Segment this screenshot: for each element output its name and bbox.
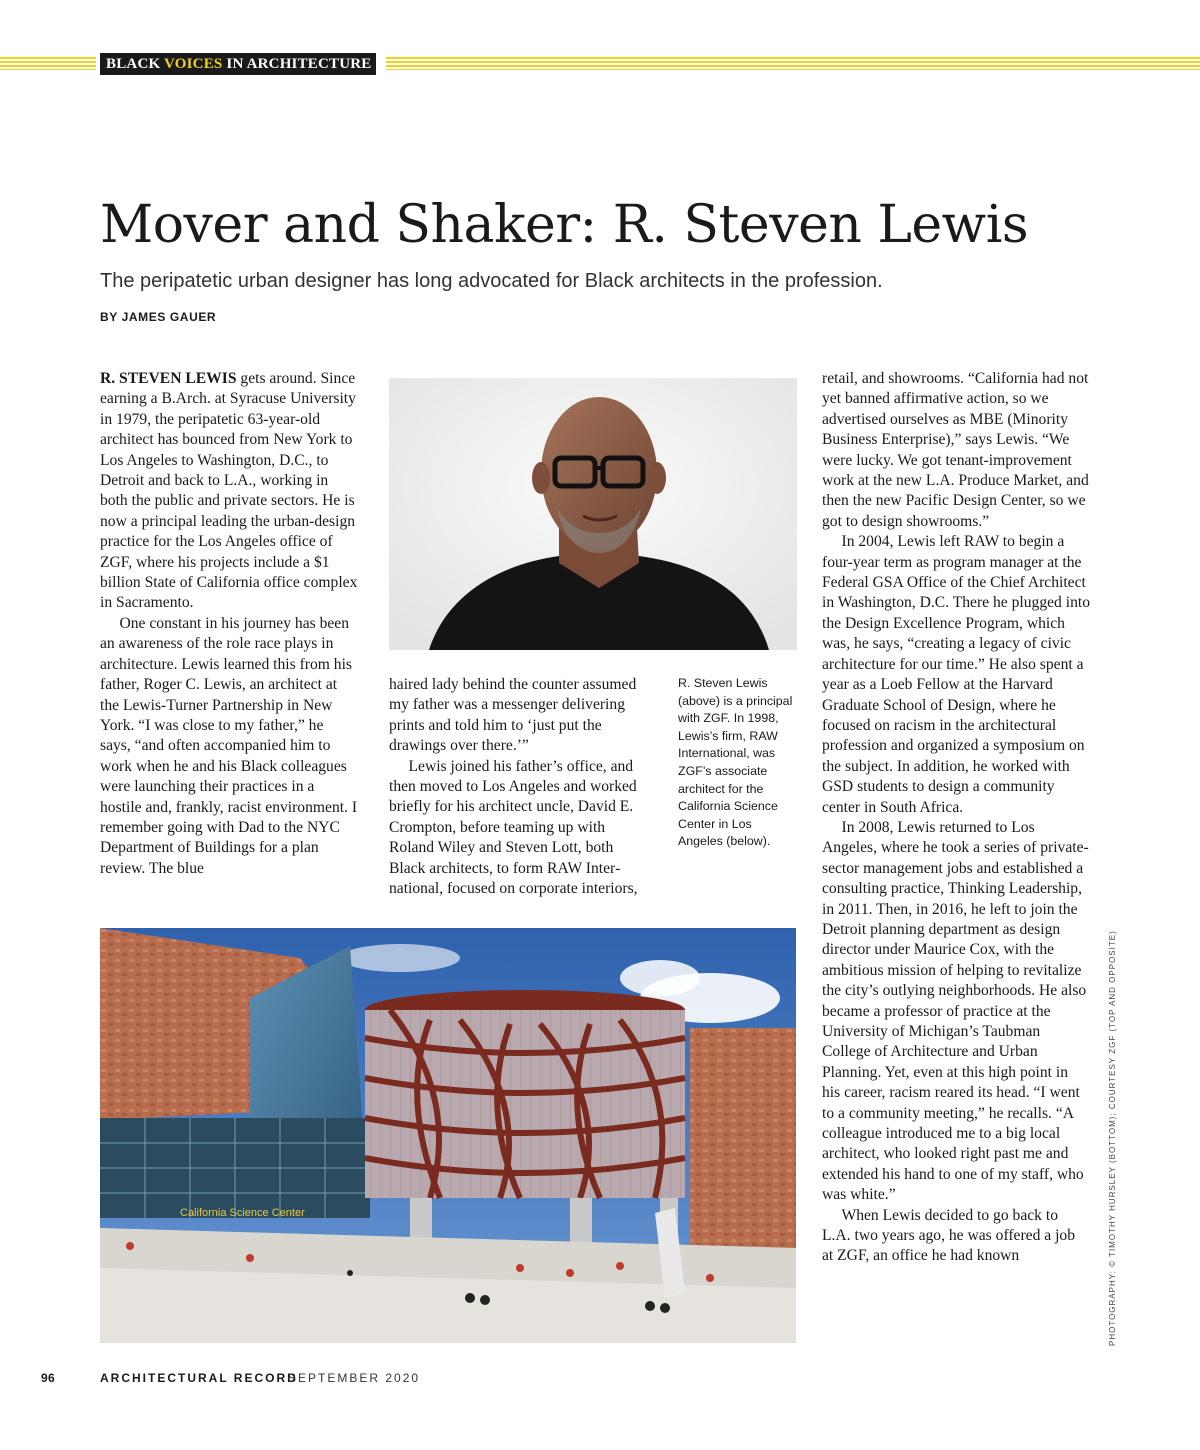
issue-date: SEPTEMBER 2020 — [288, 1371, 421, 1385]
dek: The peripatetic urban designer has long advocated for Black architects in the profession. — [100, 270, 883, 292]
section-label-accent: VOICES — [164, 56, 223, 72]
paragraph: retail, and showrooms. “California had not yet banned affirmative action, so we advertised ourselves as MBE (Minority Business Enterprise),” says Lewis. “We were lucky. We got tenant-improvement work at the new L.A. Produce Market, and then the new Pacific Design Center, so we got to design showrooms.” — [822, 370, 1089, 530]
portrait-photo — [389, 378, 797, 650]
photo-credit: PHOTOGRAPHY: © TIMOTHY HURSLEY (BOTTOM); COURTESY ZGF (TOP AND OPPOSITE) — [1108, 930, 1117, 1346]
building-sign: California Science Center — [180, 1207, 305, 1219]
header-rule-left — [0, 57, 96, 70]
paragraph: When Lewis decided to go back to L.A. two years ago, he was offered a job at ZGF, an office he had known — [822, 1206, 1076, 1265]
section-label — [100, 53, 376, 75]
article-column-3 — [822, 369, 1090, 1267]
paragraph-text: gets around. Since earning a B.Arch. at Syracuse University in 1979, the peripatetic 63-year-old architect has bounced from New York to Los Angeles to Washington, D.C., to Detroit and back to L.A., working in both the public and private sectors. He is now a principal leading the urban-design practice for the Los Angeles office of ZGF, where his projects include a $1 billion State of California office complex in Sacramento. — [100, 370, 358, 612]
article-column-2 — [389, 675, 651, 899]
paragraph: haired lady behind the counter assumed my father was a messenger delivering prints and told him to ‘just put the drawings over there.’” — [389, 676, 637, 755]
headline: Mover and Shaker: R. Steven Lewis — [100, 195, 1029, 255]
paragraph: In 2004, Lewis left RAW to begin a four-year term as program manager at the Federal GSA Office of the Chief Architect in Washington, D.C. There he plugged into the Design Excellence Program, which was, he says, “creating a legacy of civic architecture for our time.” He also spent a year as a Loeb Fellow at the Harvard Graduate School of Design, where he focused on racism in the architectural profession and organized a symposium on the subject. In addition, he worked with GSD students to design a community center in South Africa. — [822, 533, 1090, 816]
paragraph: Lewis joined his father’s office, and then moved to Los Angeles and worked briefly for his architect uncle, David E. Crompton, before teaming up with Roland Wiley and Steven Lott, both Black architects, to form RAW International, focused on corporate interiors, — [389, 757, 638, 898]
section-label-part1: BLACK — [106, 56, 165, 72]
photo-caption: R. Steven Lewis (above) is a principal with ZGF. In 1998, Lewis’s firm, RAW International, was ZGF’s associate architect for the California Science Center in Los Angeles (below). — [678, 676, 793, 849]
building-photo — [100, 928, 796, 1343]
header-rule-right — [386, 57, 1200, 70]
paragraph: In 2008, Lewis returned to Los Angeles, where he took a series of private-sector management jobs and established a consulting practice, Thinking Leadership, in 2011. Then, in 2016, he left to join the Detroit planning department as design director under Maurice Cox, with the ambitious mission of helping to revitalize the city’s outlying neighborhoods. He also became a professor of practice at the University of Michigan’s Taubman College of Architecture and Urban Planning. Yet, even at this high point in his career, racism reared its head. “I went to a community meeting,” he recalls. “A colleague introduced me to a big local architect, who looked right past me and extended his hand to one of my staff, who was white.” — [822, 818, 1089, 1204]
paragraph: One constant in his journey has been an awareness of the role race plays in architecture. Lewis learned this from his father, Roger C. Lewis, an architect at the Lewis-Turner Partnership in New York. “I was close to my father,” he says, “and often accompanied him to work when he and his Black colleagues were launching their practices in a hostile and, frankly, racist environment. I remember going with Dad to the NYC Department of Buildings for a plan review. The blue — [100, 614, 358, 877]
lead-in: R. STEVEN LEWIS — [100, 370, 237, 387]
building-illustration — [100, 928, 796, 1343]
section-label-part2: IN ARCHITECTURE — [222, 56, 372, 72]
paragraph — [100, 369, 358, 614]
byline: BY JAMES GAUER — [100, 310, 217, 324]
page-number: 96 — [41, 1371, 55, 1385]
portrait-illustration — [389, 378, 797, 650]
publication-name: ARCHITECTURAL RECORD — [100, 1371, 298, 1385]
article-column-1 — [100, 369, 358, 879]
